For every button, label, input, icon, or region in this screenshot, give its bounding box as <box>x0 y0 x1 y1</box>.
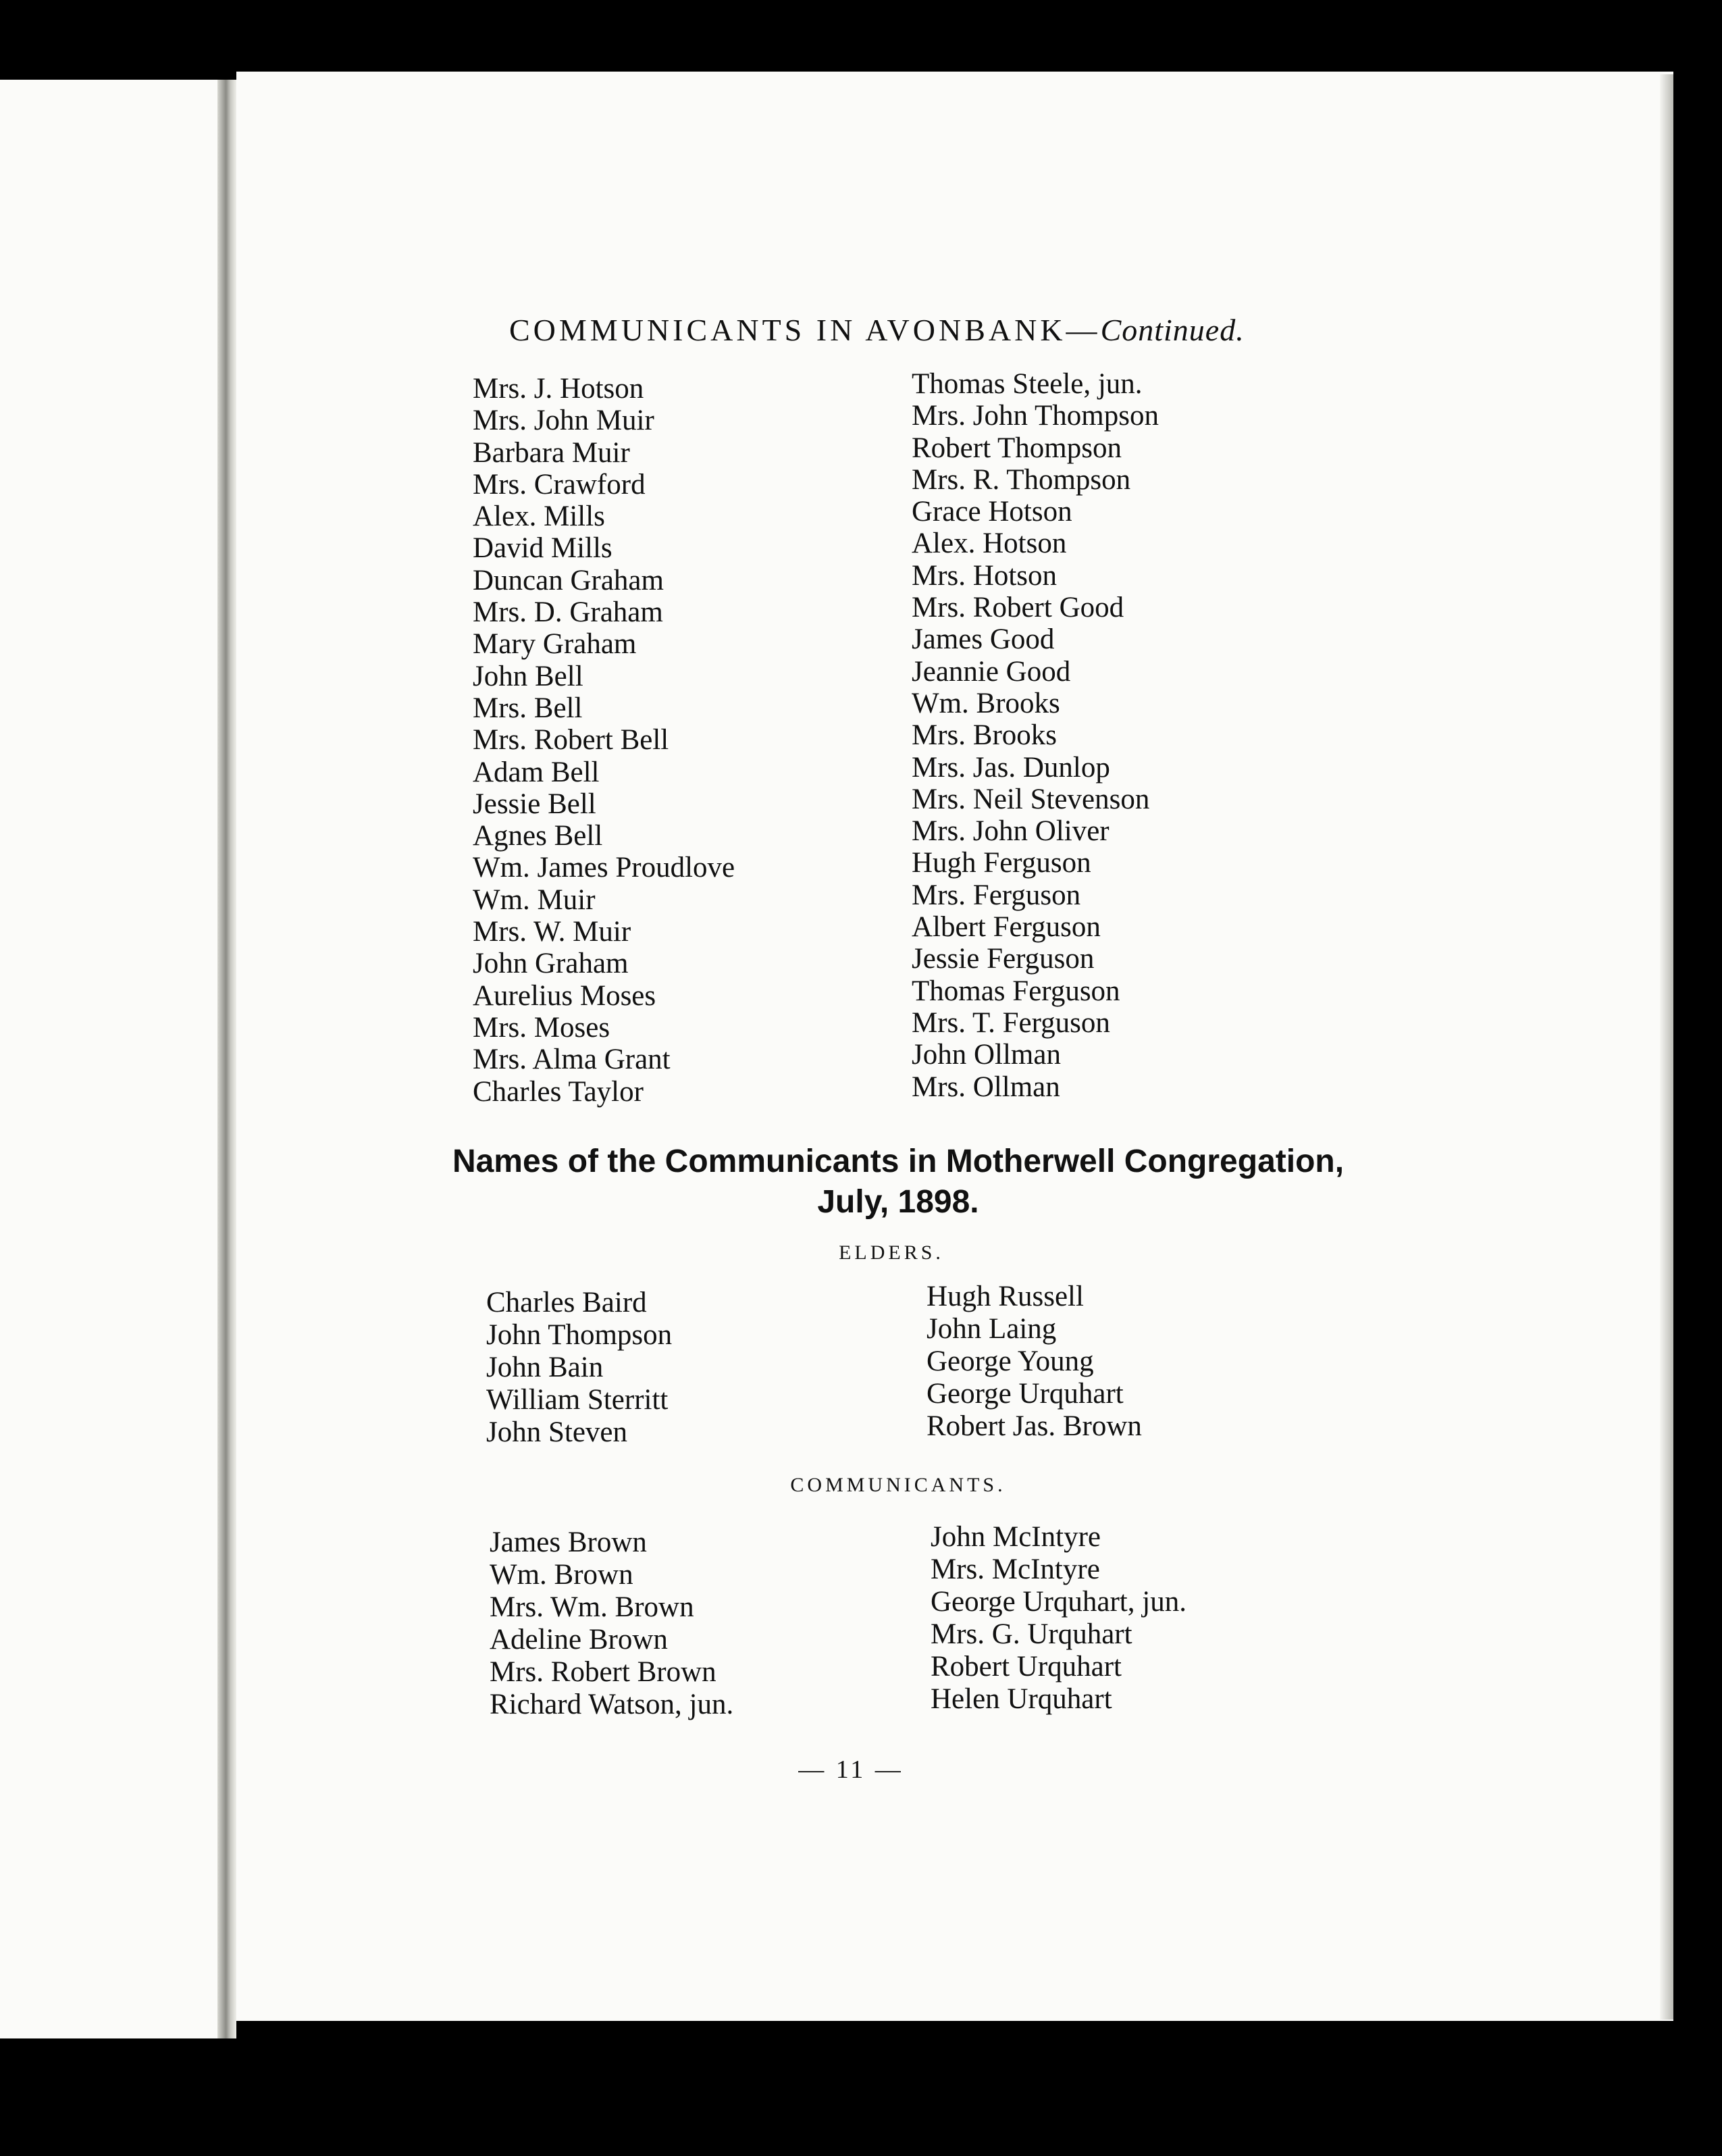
name-entry: Mrs. Robert Bell <box>473 724 669 756</box>
name-entry: Wm. Brooks <box>912 687 1060 719</box>
name-entry: Richard Watson, jun. <box>490 1689 734 1720</box>
name-entry: Mrs. Jas. Dunlop <box>912 751 1110 784</box>
name-entry: Robert Jas. Brown <box>927 1410 1142 1442</box>
avonbank-title-text: COMMUNICANTS IN AVONBANK— <box>509 313 1101 347</box>
communicants-label: COMMUNICANTS. <box>790 1474 1006 1496</box>
left-page <box>0 80 228 2038</box>
name-entry: Mrs. Crawford <box>473 468 646 500</box>
name-entry: Thomas Ferguson <box>912 975 1120 1007</box>
name-entry: John Graham <box>473 948 629 980</box>
name-entry: Mrs. D. Graham <box>473 596 663 629</box>
name-entry: Mary Graham <box>473 628 637 661</box>
name-entry: George Urquhart <box>927 1378 1124 1410</box>
name-entry: Helen Urquhart <box>931 1683 1112 1715</box>
name-entry: John Ollman <box>912 1039 1061 1071</box>
name-entry: Wm. Muir <box>473 883 596 916</box>
name-entry: Mrs. R. Thompson <box>912 463 1131 496</box>
name-entry: Thomas Steele, jun. <box>912 368 1143 400</box>
avonbank-section-title <box>509 312 1245 348</box>
motherwell-heading-date: July, 1898. <box>817 1184 979 1220</box>
name-entry: Robert Thompson <box>912 432 1122 464</box>
page-number: — 11 — <box>798 1755 904 1784</box>
name-entry: Mrs. Ollman <box>912 1071 1060 1103</box>
name-entry: Aurelius Moses <box>473 979 656 1012</box>
name-entry: John Bell <box>473 660 583 692</box>
name-entry: Mrs. John Thompson <box>912 400 1159 432</box>
name-entry: Mrs. John Oliver <box>912 815 1110 848</box>
name-entry: Grace Hotson <box>912 496 1072 528</box>
name-entry: Robert Urquhart <box>931 1651 1122 1683</box>
avonbank-left-column <box>473 373 735 1108</box>
name-entry: James Brown <box>490 1526 647 1558</box>
name-entry: John Steven <box>486 1416 628 1448</box>
name-entry: David Mills <box>473 532 612 565</box>
name-entry: Alex. Mills <box>473 500 605 533</box>
name-entry: Mrs. W. Muir <box>473 916 631 948</box>
name-entry: Charles Taylor <box>473 1075 644 1108</box>
avonbank-title-continued: Continued. <box>1100 313 1245 347</box>
name-entry: Hugh Russell <box>927 1281 1084 1312</box>
name-entry: Barbara Muir <box>473 436 630 469</box>
name-entry: Mrs. Wm. Brown <box>490 1591 694 1623</box>
name-entry: Mrs. Moses <box>473 1011 610 1044</box>
name-entry: Agnes Bell <box>473 820 603 852</box>
name-entry: Mrs. Hotson <box>912 559 1058 592</box>
avonbank-right-column <box>912 368 1159 1103</box>
name-entry: Mrs. Robert Good <box>912 592 1124 624</box>
name-entry: John Bain <box>486 1352 604 1383</box>
name-entry: Charles Baird <box>486 1287 647 1318</box>
elders-label: ELDERS. <box>839 1241 944 1264</box>
name-entry: Wm. Brown <box>490 1559 633 1591</box>
name-entry: Mrs. Brooks <box>912 719 1058 752</box>
name-entry: Mrs. John Muir <box>473 405 654 437</box>
communicants-right-column <box>931 1521 1186 1716</box>
communicants-left-column <box>490 1526 733 1721</box>
name-entry: Albert Ferguson <box>912 911 1101 944</box>
elders-right-column <box>927 1281 1142 1443</box>
name-entry: Mrs. Neil Stevenson <box>912 783 1150 815</box>
name-entry: James Good <box>912 623 1055 656</box>
name-entry: Mrs. Alma Grant <box>473 1044 671 1076</box>
name-entry: Jeannie Good <box>912 655 1071 688</box>
page-edge <box>1660 74 1673 2020</box>
name-entry: Mrs. J. Hotson <box>473 373 644 405</box>
name-entry: Mrs. Robert Brown <box>490 1656 716 1688</box>
name-entry: Hugh Ferguson <box>912 847 1091 879</box>
name-entry: John Laing <box>927 1313 1057 1345</box>
name-entry: Mrs. T. Ferguson <box>912 1006 1110 1039</box>
name-entry: Mrs. McIntyre <box>931 1554 1100 1585</box>
name-entry: William Sterritt <box>486 1384 669 1416</box>
name-entry: Adeline Brown <box>490 1624 668 1656</box>
name-entry: Mrs. Ferguson <box>912 879 1081 911</box>
name-entry: Jessie Bell <box>473 788 596 820</box>
name-entry: Mrs. Bell <box>473 692 583 724</box>
book-gutter <box>217 80 236 2038</box>
name-entry: John McIntyre <box>931 1521 1101 1553</box>
name-entry: Adam Bell <box>473 756 600 788</box>
motherwell-heading: Names of the Communicants in Motherwell Congregation, <box>452 1144 1345 1179</box>
name-entry: Alex. Hotson <box>912 528 1067 560</box>
name-entry: George Young <box>927 1345 1094 1377</box>
name-entry: George Urquhart, jun. <box>931 1586 1186 1618</box>
name-entry: Duncan Graham <box>473 564 664 596</box>
name-entry: Wm. James Proudlove <box>473 852 735 884</box>
name-entry: John Thompson <box>486 1319 673 1351</box>
elders-left-column <box>486 1287 672 1449</box>
name-entry: Jessie Ferguson <box>912 943 1095 975</box>
name-entry: Mrs. G. Urquhart <box>931 1618 1132 1650</box>
